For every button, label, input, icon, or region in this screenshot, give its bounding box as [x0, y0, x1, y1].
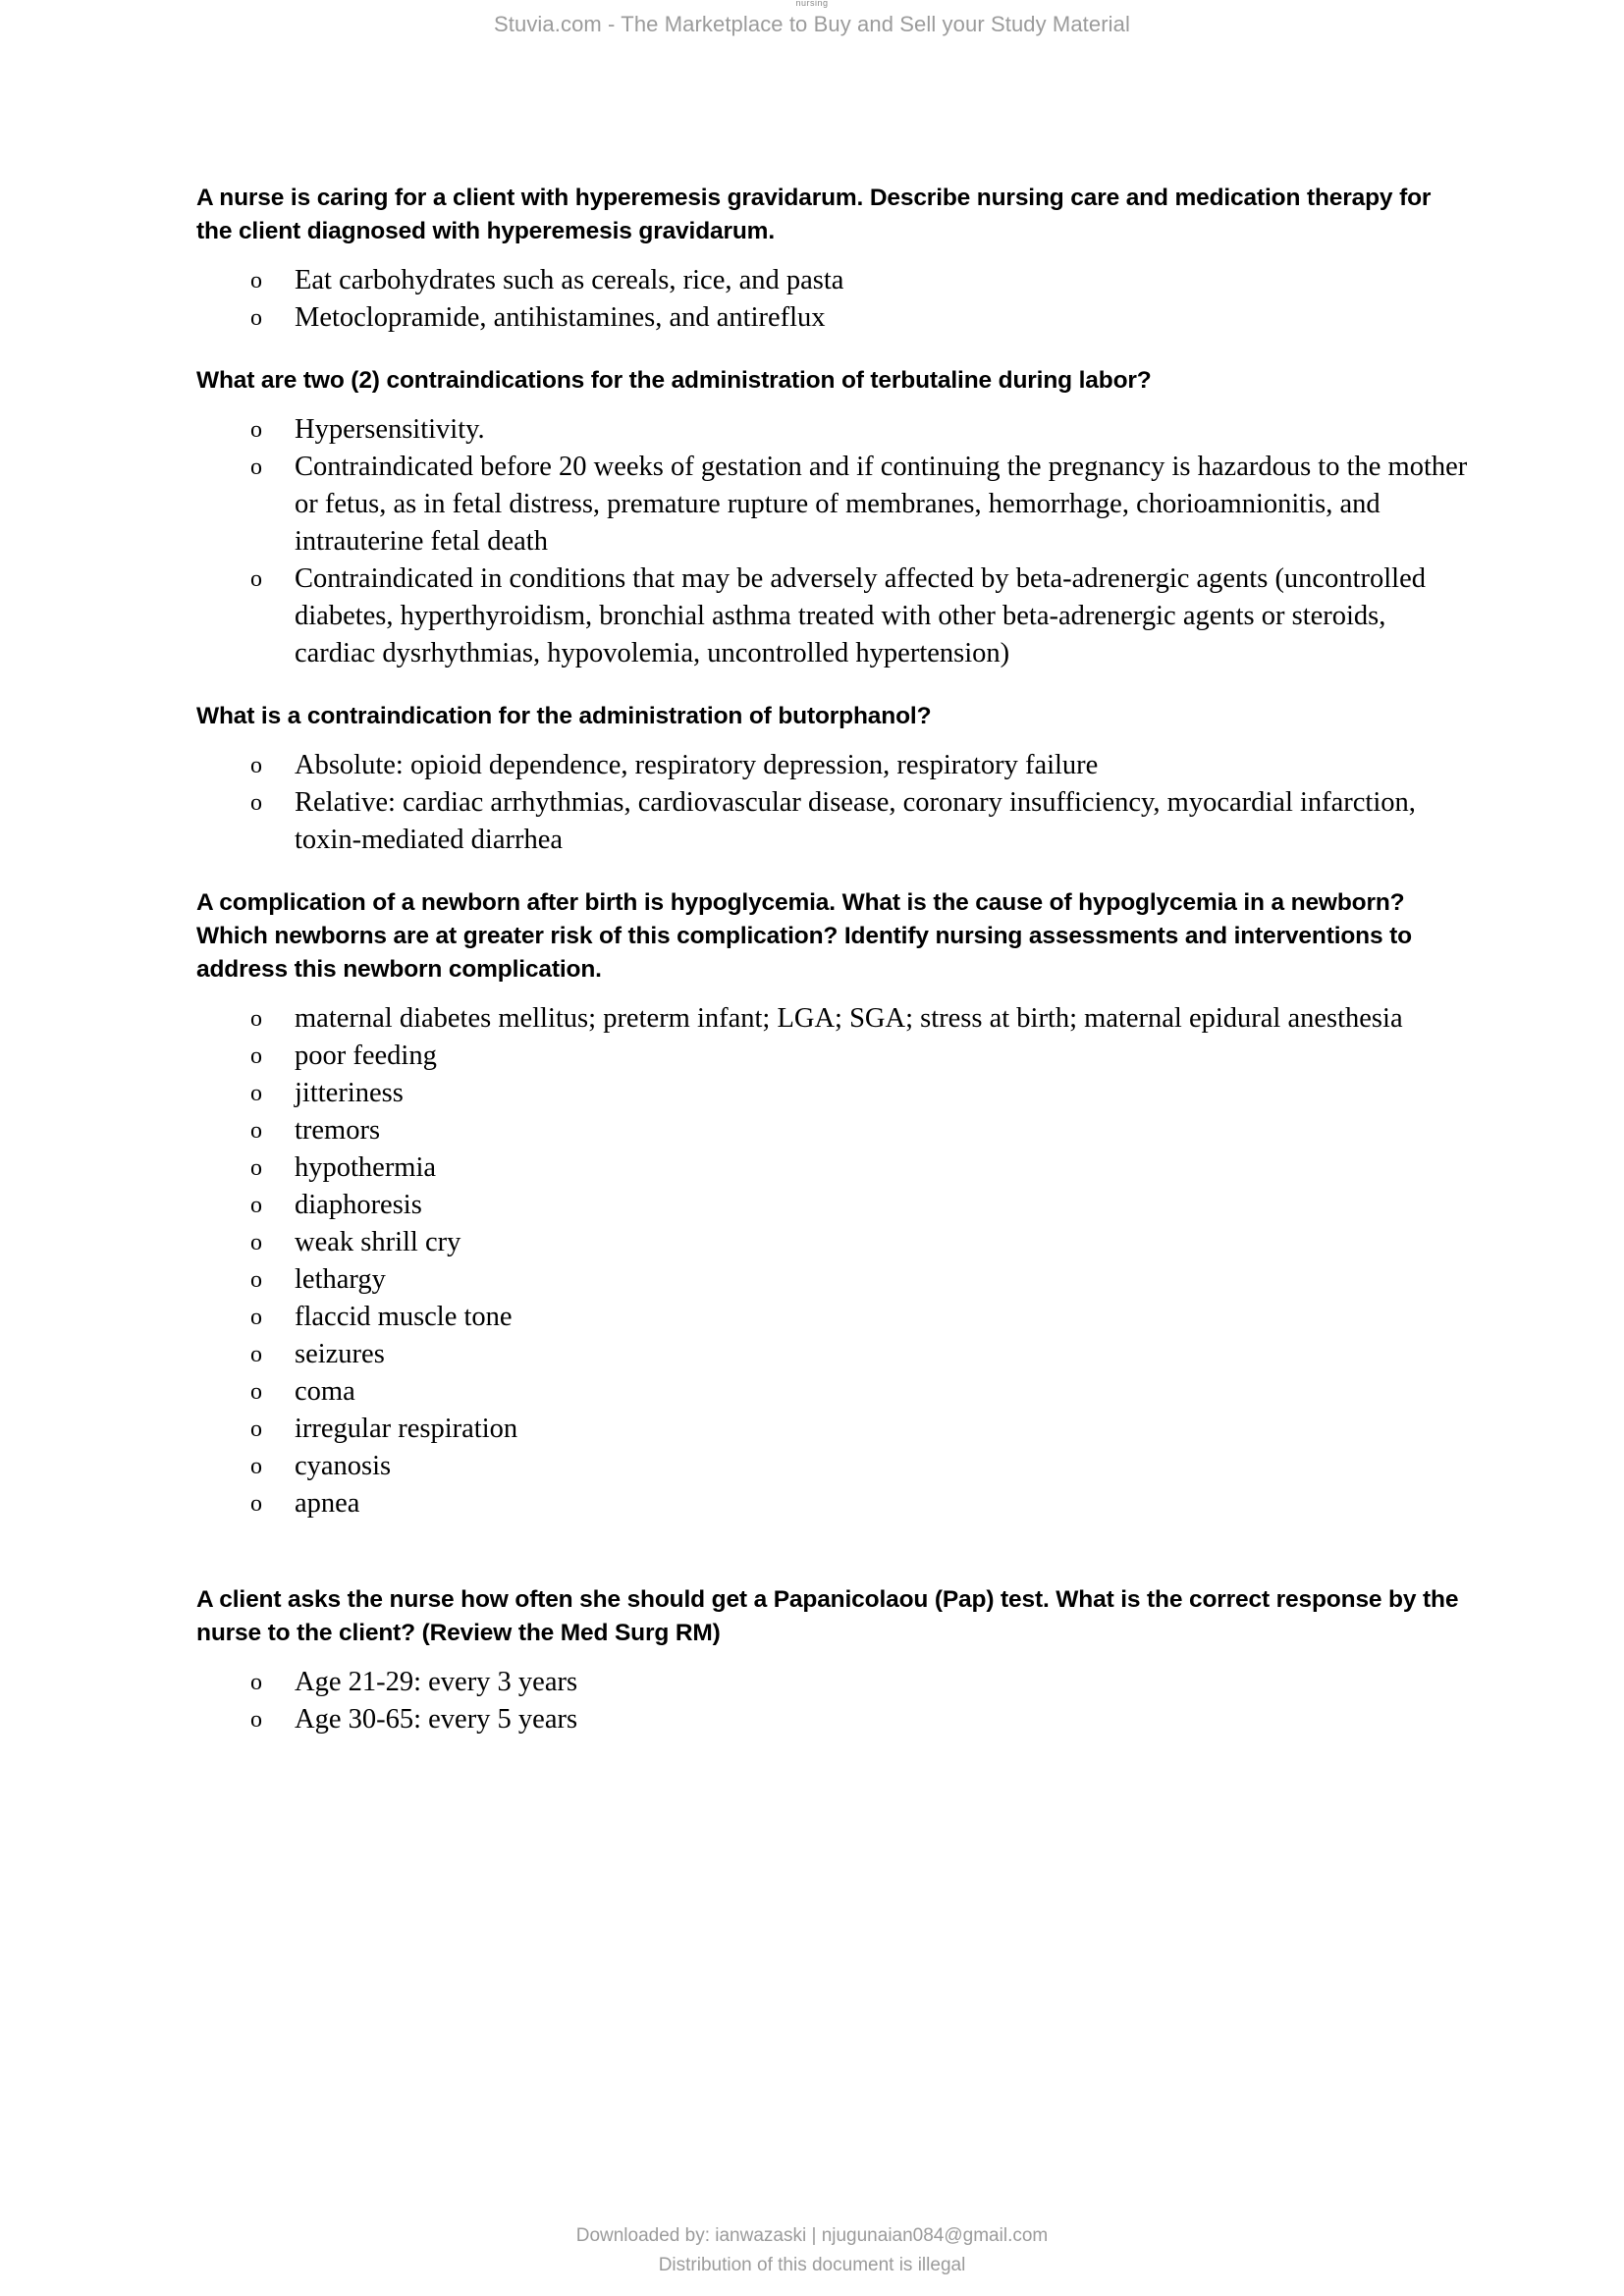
list-item-text: apnea [295, 1488, 360, 1519]
bullet-marker-icon: o [250, 268, 262, 294]
list-item-text: Eat carbohydrates such as cereals, rice, and pasta [295, 265, 844, 295]
list-item-text: Relative: cardiac arrhythmias, cardiovascular disease, coronary insufficiency, myocardial infarction, toxin-mediated diarrhea [295, 787, 1416, 855]
section-spacer [196, 337, 1469, 364]
bullet-marker-icon: o [250, 454, 262, 480]
bullet-marker-icon: o [250, 566, 262, 592]
bullet-marker-icon: o [250, 1193, 262, 1218]
list-item-text: poor feeding [295, 1041, 437, 1071]
bullet-marker-icon: o [250, 1230, 262, 1255]
list-item [196, 1112, 1469, 1149]
list-item [196, 1485, 1469, 1522]
list-item-text: maternal diabetes mellitus; preterm infant; LGA; SGA; stress at birth; maternal epidural anesthesia [295, 1003, 1403, 1034]
list-item [196, 1075, 1469, 1112]
list-item [196, 1038, 1469, 1075]
footer-downloaded-by: Downloaded by: ianwazaski | njugunaian084@gmail.com [575, 2225, 1049, 2246]
list-item [196, 1261, 1469, 1299]
answer-bullet-list [196, 262, 1469, 337]
list-item [196, 1336, 1469, 1373]
bullet-marker-icon: o [250, 1707, 262, 1733]
list-item [196, 1701, 1469, 1738]
bullet-marker-icon: o [250, 790, 262, 816]
site-banner: Stuvia.com - The Marketplace to Buy and Sell your Study Material [494, 12, 1130, 36]
heading-spacer [196, 248, 1469, 262]
list-item-text: hypothermia [295, 1152, 437, 1183]
list-item [196, 411, 1469, 449]
list-item-text: Hypersensitivity. [295, 414, 485, 445]
list-item-text: irregular respiration [295, 1414, 518, 1444]
bullet-marker-icon: o [250, 1081, 262, 1106]
bullet-marker-icon: o [250, 417, 262, 443]
list-item-text: Age 21-29: every 3 years [295, 1667, 578, 1697]
question-heading: What are two (2) contraindications for the administration of terbutaline during labor? [196, 367, 1152, 394]
footer-distribution-notice: Distribution of this document is illegal [658, 2255, 966, 2275]
list-item [196, 1149, 1469, 1187]
bullet-marker-icon: o [250, 1379, 262, 1405]
list-item-text: coma [295, 1376, 355, 1407]
list-item [196, 1000, 1469, 1038]
answer-bullet-list [196, 1000, 1469, 1522]
list-item [196, 1187, 1469, 1224]
heading-spacer [196, 987, 1469, 1000]
document-content [196, 182, 1469, 1738]
list-item-text: seizures [295, 1339, 385, 1369]
list-item-text: Contraindicated before 20 weeks of gestation and if continuing the pregnancy is hazardous to the mother or fetus, as in fetal distress, premature rupture of membranes, hemorrhage, chorioamnionitis, and intrauterine fetal death [295, 452, 1468, 557]
answer-bullet-list [196, 411, 1469, 672]
list-item [196, 784, 1469, 859]
page-footer [0, 2221, 1624, 2280]
list-item [196, 262, 1469, 299]
bullet-marker-icon: o [250, 1043, 262, 1069]
heading-spacer [196, 398, 1469, 411]
list-item-text: weak shrill cry [295, 1227, 461, 1257]
list-item [196, 1224, 1469, 1261]
list-item [196, 747, 1469, 784]
bullet-marker-icon: o [250, 1491, 262, 1517]
list-item [196, 299, 1469, 337]
list-item-text: Contraindicated in conditions that may be adversely affected by beta-adrenergic agents (uncontrolled diabetes, hyperthyroidism, bronchial asthma treated with other beta-adrenergic agents or steroids, cardiac dysrhythmias, hypovolemia, uncontrolled hypertension) [295, 563, 1426, 668]
list-item [196, 1411, 1469, 1448]
bullet-marker-icon: o [250, 1155, 262, 1181]
list-item-text: Absolute: opioid dependence, respiratory depression, respiratory failure [295, 750, 1099, 780]
heading-spacer [196, 733, 1469, 747]
list-item-text: Metoclopramide, antihistamines, and antireflux [295, 302, 826, 333]
answer-bullet-list [196, 1664, 1469, 1738]
section-spacer [196, 859, 1469, 886]
list-item-text: lethargy [295, 1264, 386, 1295]
question-heading: What is a contraindication for the administration of butorphanol? [196, 703, 932, 729]
bullet-marker-icon: o [250, 753, 262, 778]
section-spacer [196, 672, 1469, 700]
list-item-text: cyanosis [295, 1451, 392, 1481]
list-item [196, 449, 1469, 561]
list-item-text: tremors [295, 1115, 381, 1146]
list-item [196, 561, 1469, 672]
bullet-marker-icon: o [250, 305, 262, 331]
heading-spacer [196, 1650, 1469, 1664]
question-heading: A client asks the nurse how often she should get a Papanicolaou (Pap) test. What is the correct response by the nurse to the client? (Review the Med Surg RM) [196, 1586, 1459, 1646]
list-item-text: diaphoresis [295, 1190, 422, 1220]
list-item-text: jitteriness [295, 1078, 404, 1108]
section-spacer [196, 1522, 1469, 1583]
list-item-text: flaccid muscle tone [295, 1302, 513, 1332]
bullet-marker-icon: o [250, 1267, 262, 1293]
list-item [196, 1373, 1469, 1411]
bullet-marker-icon: o [250, 1118, 262, 1144]
bullet-marker-icon: o [250, 1305, 262, 1330]
question-heading: A complication of a newborn after birth is hypoglycemia. What is the cause of hypoglycemia in a newborn? Which newborns are at greater risk of this complication? Identify nursing assessments and interventions to address this newborn complication. [196, 889, 1412, 983]
bullet-marker-icon: o [250, 1416, 262, 1442]
list-item [196, 1299, 1469, 1336]
bullet-marker-icon: o [250, 1342, 262, 1367]
answer-bullet-list [196, 747, 1469, 859]
bullet-marker-icon: o [250, 1006, 262, 1032]
bullet-marker-icon: o [250, 1670, 262, 1695]
list-item [196, 1664, 1469, 1701]
bullet-marker-icon: o [250, 1454, 262, 1479]
clipped-header-fragment: nursing [795, 0, 829, 8]
question-heading: A nurse is caring for a client with hyperemesis gravidarum. Describe nursing care and medication therapy for the client diagnosed with hyperemesis gravidarum. [196, 185, 1432, 244]
list-item [196, 1448, 1469, 1485]
list-item-text: Age 30-65: every 5 years [295, 1704, 578, 1735]
